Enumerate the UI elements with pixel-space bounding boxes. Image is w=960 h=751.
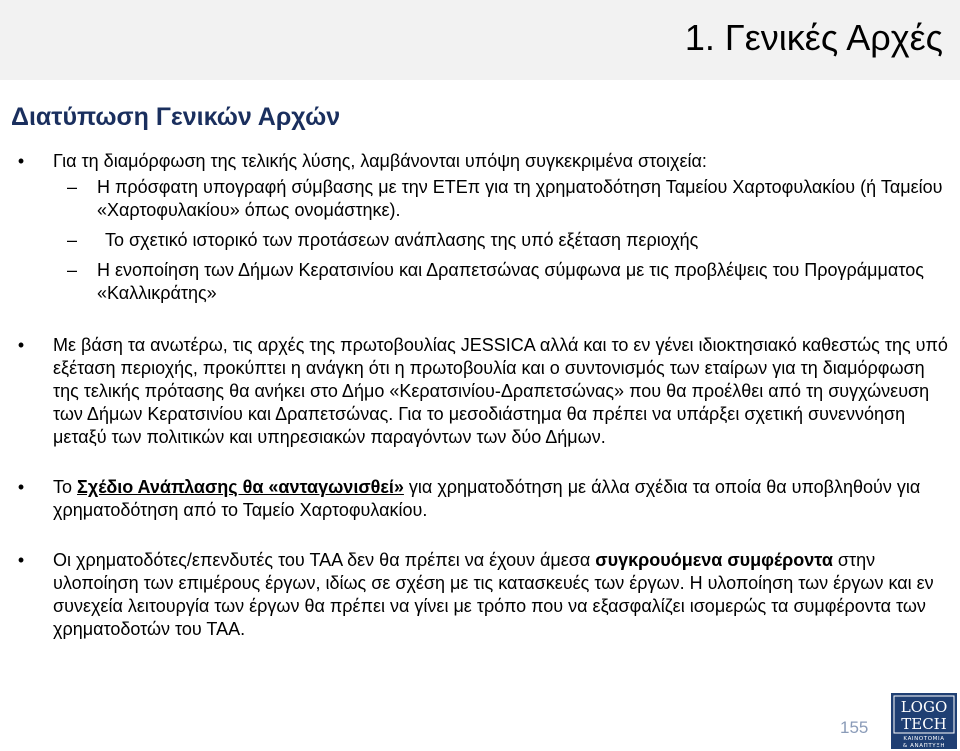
sub-item-text: Η πρόσφατη υπογραφή σύμβασης με την ΕΤΕπ για τη χρηματοδότηση Ταμείου Χαρτοφυλακίου (ή Ταμείου «Χαρτοφυλακίου» όπως ονομάστηκε). (97, 177, 943, 220)
bullet-text-prefix: Οι χρηματοδότες/επενδυτές του ΤΑΑ δεν θα πρέπει να έχουν άμεσα (53, 550, 596, 570)
sub-item-text: Το σχετικό ιστορικό των προτάσεων ανάπλασης της υπό εξέταση περιοχής (105, 230, 699, 250)
dash-icon: – (66, 177, 77, 197)
page-number: 155 (840, 718, 869, 737)
bullet-item (0, 334, 960, 449)
sub-list-item (0, 259, 960, 305)
logo-tagline1: ΚΑΙΝΟΤΟΜΙΑ (903, 736, 945, 742)
sub-list (0, 176, 960, 305)
logo-text-line1: LOGO (900, 698, 948, 716)
logotech-logo (891, 693, 957, 749)
bullet-item (0, 549, 960, 641)
bullet-text-prefix: Το (53, 477, 78, 497)
bullet-item (0, 476, 960, 522)
bullet-emphasis: συγκρουόμενα συμφέροντα (595, 550, 833, 570)
dash-icon: – (66, 230, 77, 250)
logo-tagline2: & ΑΝΑΠΤΥΞΗ (902, 743, 946, 749)
section-heading: Διατύπωση Γενικών Αρχών (11, 103, 341, 131)
slide-content (0, 150, 960, 641)
title-bar (0, 0, 960, 80)
logo-text-line2: TECH (901, 715, 947, 733)
bullet-text: Για τη διαμόρφωση της τελικής λύσης, λαμβάνονται υπόψη συγκεκριμένα στοιχεία: (53, 151, 707, 171)
bullet-icon: • (17, 151, 25, 171)
bullet-icon: • (17, 335, 25, 355)
sub-list-item (0, 229, 960, 252)
sub-list-item (0, 176, 960, 222)
bullet-icon: • (17, 477, 25, 497)
bullet-icon: • (17, 550, 25, 570)
bullet-text-suffix: για χρηματοδότηση με άλλα σχέδια τα οποία θα υποβληθούν για χρηματοδότηση από το Ταμείο Χαρτοφυλακίου. (53, 477, 921, 520)
bullet-item (0, 150, 960, 173)
bullet-text: Με βάση τα ανωτέρω, τις αρχές της πρωτοβουλίας JESSICA αλλά και το εν γένει ιδιοκτησιακό καθεστώς της υπό εξέταση περιοχής, προκύπτει η ανάγκη ότι η πρωτοβουλία και ο συντονισμός των εταίρων για τη διαμόρφωση της τελικής πρότασης θα ανήκει στο Δήμο «Κερατσινίου-Δραπετσώνας» που θα προέλθει από τη συγχώνευση των Δήμων Κερατσινίου και Δραπετσώνας. Για το μεσοδιάστημα θα πρέπει να υπάρξει σχετική συνεννόηση μεταξύ των πολιτικών και υπηρεσιακών παραγόντων των δύο Δήμων. (53, 335, 948, 447)
sub-item-text: Η ενοποίηση των Δήμων Κερατσινίου και Δραπετσώνας σύμφωνα με τις προβλέψεις του Προγράμματος «Καλλικράτης» (97, 260, 924, 303)
slide-title: 1. Γενικές Αρχές (684, 17, 943, 58)
bullet-emphasis: Σχέδιο Ανάπλασης θα «ανταγωνισθεί» (77, 477, 404, 497)
dash-icon: – (66, 260, 77, 280)
bullet-text-suffix: στην υλοποίηση των επιμέρους έργων, ιδίως σε σχέση με τις κατασκευές των έργων. Η υλοποίηση των έργων και εν συνεχεία λειτουργία των έργων θα πρέπει να γίνει με τρόπο που να εξασφαλίζει ισομερώς τα συμφέροντα των χρηματοδοτών του ΤΑΑ. (53, 550, 934, 639)
